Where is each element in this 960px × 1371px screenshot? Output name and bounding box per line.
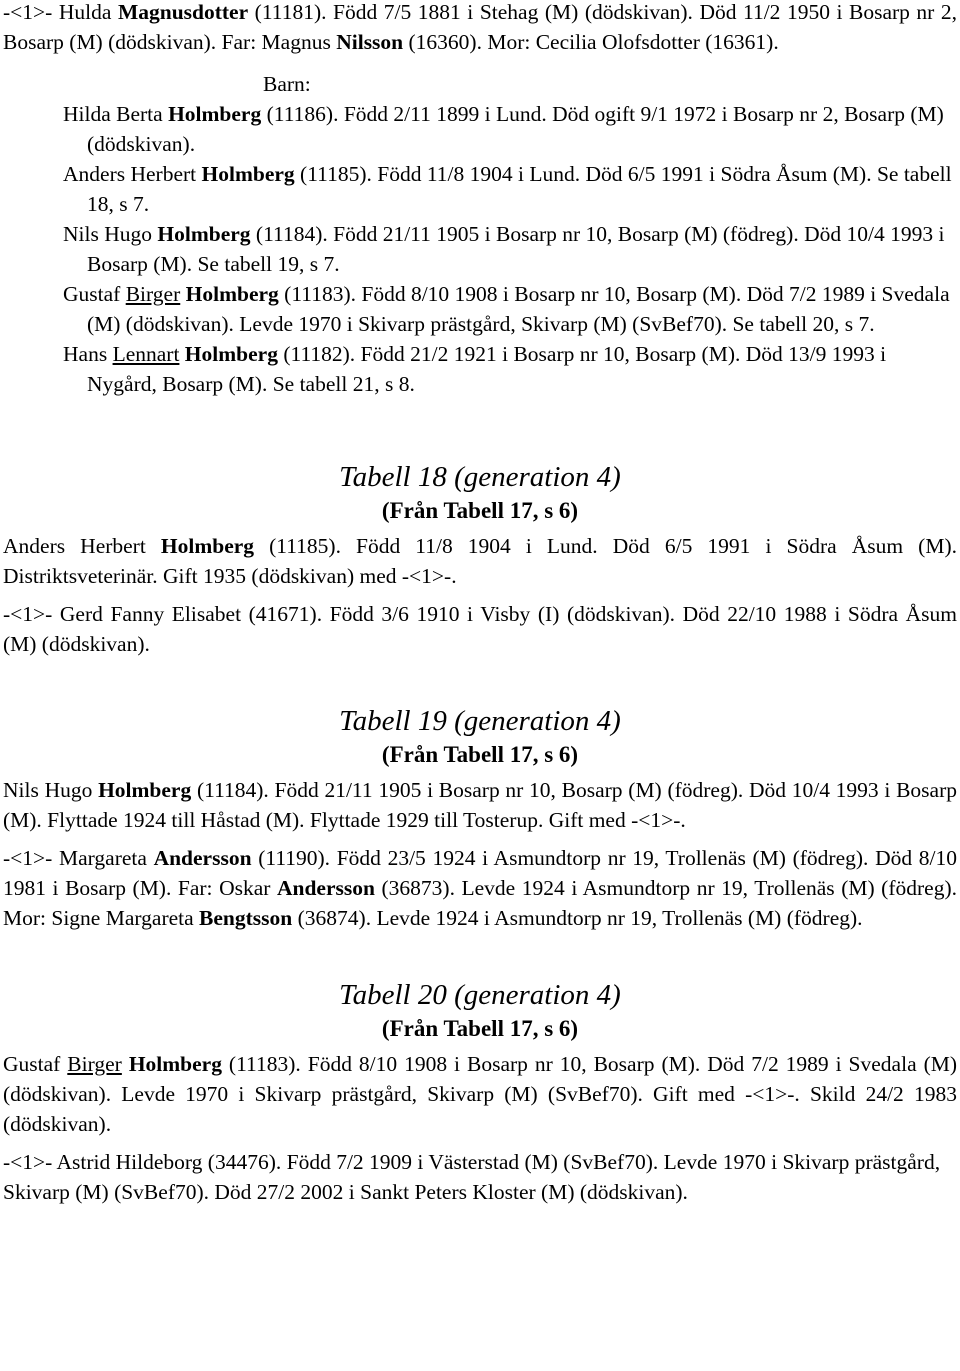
father-details: (36873). Levde 1924 i Asmundtorp nr 19, Trollenäs (M) (födreg). Mor: Signe Margareta [3, 876, 957, 930]
table-18-title: Tabell 18 (generation 4) [339, 461, 621, 493]
table-20-person [3, 1049, 957, 1139]
child-entry [3, 159, 957, 219]
child-details: (11184). Född 21/11 1905 i Bosarp nr 10, Bosarp (M) (födreg). Död 10/4 1993 i Bosarp (M). Se tabell 19, s 7. [87, 222, 945, 276]
child-surname: Holmberg [157, 222, 251, 246]
table-19-subtitle: (Från Tabell 17, s 6) [381, 742, 579, 767]
intro-prefix: -<1>- Hulda [3, 0, 118, 24]
given-name: -<1>- Margareta [3, 846, 154, 870]
child-surname: Holmberg [201, 162, 295, 186]
child-surname: Holmberg [168, 102, 262, 126]
table-18-spouse: -<1>- Gerd Fanny Elisabet (41671). Född 3/6 1910 i Visby (I) (dödskivan). Död 22/10 1988 i Södra Åsum (M) (dödskivan). [3, 602, 957, 656]
spacer [122, 1052, 129, 1076]
child-surname: Holmberg [185, 282, 279, 306]
intro-paragraph [3, 0, 957, 57]
intro-text: (11181). Född 7/5 1881 i Stehag (M) (dödskivan). Död 11/2 1950 i Bosarp nr 2, Bosarp (M) (dödskivan). Far: Magnus [3, 0, 957, 54]
child-given-name: Nils Hugo [63, 222, 158, 246]
genealogy-page [3, 0, 957, 1207]
given-name: Gustaf [3, 1052, 68, 1076]
child-details: (11182). Född 21/2 1921 i Bosarp nr 10, Bosarp (M). Död 13/9 1993 i Nygård, Bosarp (M). Se tabell 21, s 8. [87, 342, 887, 396]
child-entry [3, 339, 957, 399]
child-details: (11183). Född 8/10 1908 i Bosarp nr 10, Bosarp (M). Död 7/2 1989 i Svedala (M) (dödskivan). Levde 1970 i Skivarp prästgård, Skivarp (M) (SvBef70). Se tabell 20, s 7. [87, 282, 950, 336]
child-entry [3, 279, 957, 339]
person-details: (11185). Född 11/8 1904 i Lund. Död 6/5 1991 i Södra Åsum (M). Distriktsveterinär. Gift 1935 (dödskivan) med -<1>-. [3, 534, 957, 588]
child-entry [3, 99, 957, 159]
given-name: Nils Hugo [3, 778, 99, 802]
call-name: Birger [67, 1052, 122, 1076]
table-19-title: Tabell 19 (generation 4) [339, 705, 621, 737]
child-given-name: Gustaf [63, 282, 126, 306]
table-19-person [3, 775, 957, 835]
child-details: (11186). Född 2/11 1899 i Lund. Död ogift 9/1 1972 i Bosarp nr 2, Bosarp (M) (dödskivan). [87, 102, 944, 156]
child-details: (11185). Född 11/8 1904 i Lund. Död 6/5 1991 i Södra Åsum (M). Se tabell 18, s 7. [87, 162, 952, 216]
child-surname: Holmberg [184, 342, 278, 366]
mother-surname: Bengtsson [199, 906, 293, 930]
father-surname: Nilsson [336, 30, 404, 54]
child-entry [3, 219, 957, 279]
child-given-name: Hilda Berta [63, 102, 169, 126]
person-details: (11183). Född 8/10 1908 i Bosarp nr 10, Bosarp (M). Död 7/2 1989 i Svedala (M) (dödskivan). Levde 1970 i Skivarp prästgård, Skivarp (M) (SvBef70). Gift med -<1>-. Skild 24/2 1983 (dödskivan). [3, 1052, 958, 1136]
person-details: (11184). Född 21/11 1905 i Bosarp nr 10, Bosarp (M) (födreg). Död 10/4 1993 i Bosarp (M). Flyttade 1924 till Håstad (M). Flyttade 1929 till Tosterup. Gift med -<1>-. [3, 778, 958, 832]
intro-text-end: (16360). Mor: Cecilia Olofsdotter (16361). [403, 30, 779, 54]
person-details: (11190). Född 23/5 1924 i Asmundtorp nr 19, Trollenäs (M) (födreg). Död 8/10 1981 i Bosarp (M). Far: Oskar [3, 846, 957, 900]
table-20-title: Tabell 20 (generation 4) [339, 979, 621, 1011]
mother-details: (36874). Levde 1924 i Asmundtorp nr 19, Trollenäs (M) (födreg). [292, 906, 863, 930]
table-18-person [3, 531, 957, 591]
table-18-subtitle: (Från Tabell 17, s 6) [381, 498, 579, 523]
child-given-name: Anders Herbert [63, 162, 202, 186]
child-call-name: Birger [125, 282, 181, 306]
surname: Holmberg [98, 778, 192, 802]
surname: Andersson [153, 846, 252, 870]
child-given-name: Hans [63, 342, 113, 366]
surname: Holmberg [160, 534, 255, 558]
table-20-subtitle: (Från Tabell 17, s 6) [381, 1016, 579, 1041]
child-call-name: Lennart [112, 342, 180, 366]
table-20-spouse: -<1>- Astrid Hildeborg (34476). Född 7/2 1909 i Västerstad (M) (SvBef70). Levde 1970 i Skivarp prästgård, Skivarp (M) (SvBef70). Död 27/2 2002 i Sankt Peters Kloster (M) (dödskivan). [3, 1150, 941, 1204]
intro-surname: Magnusdotter [117, 0, 249, 24]
children-heading: Barn: [263, 72, 311, 96]
table-19-spouse [3, 843, 957, 933]
surname: Holmberg [128, 1052, 222, 1076]
given-name: Anders Herbert [3, 534, 161, 558]
father-surname: Andersson [276, 876, 375, 900]
